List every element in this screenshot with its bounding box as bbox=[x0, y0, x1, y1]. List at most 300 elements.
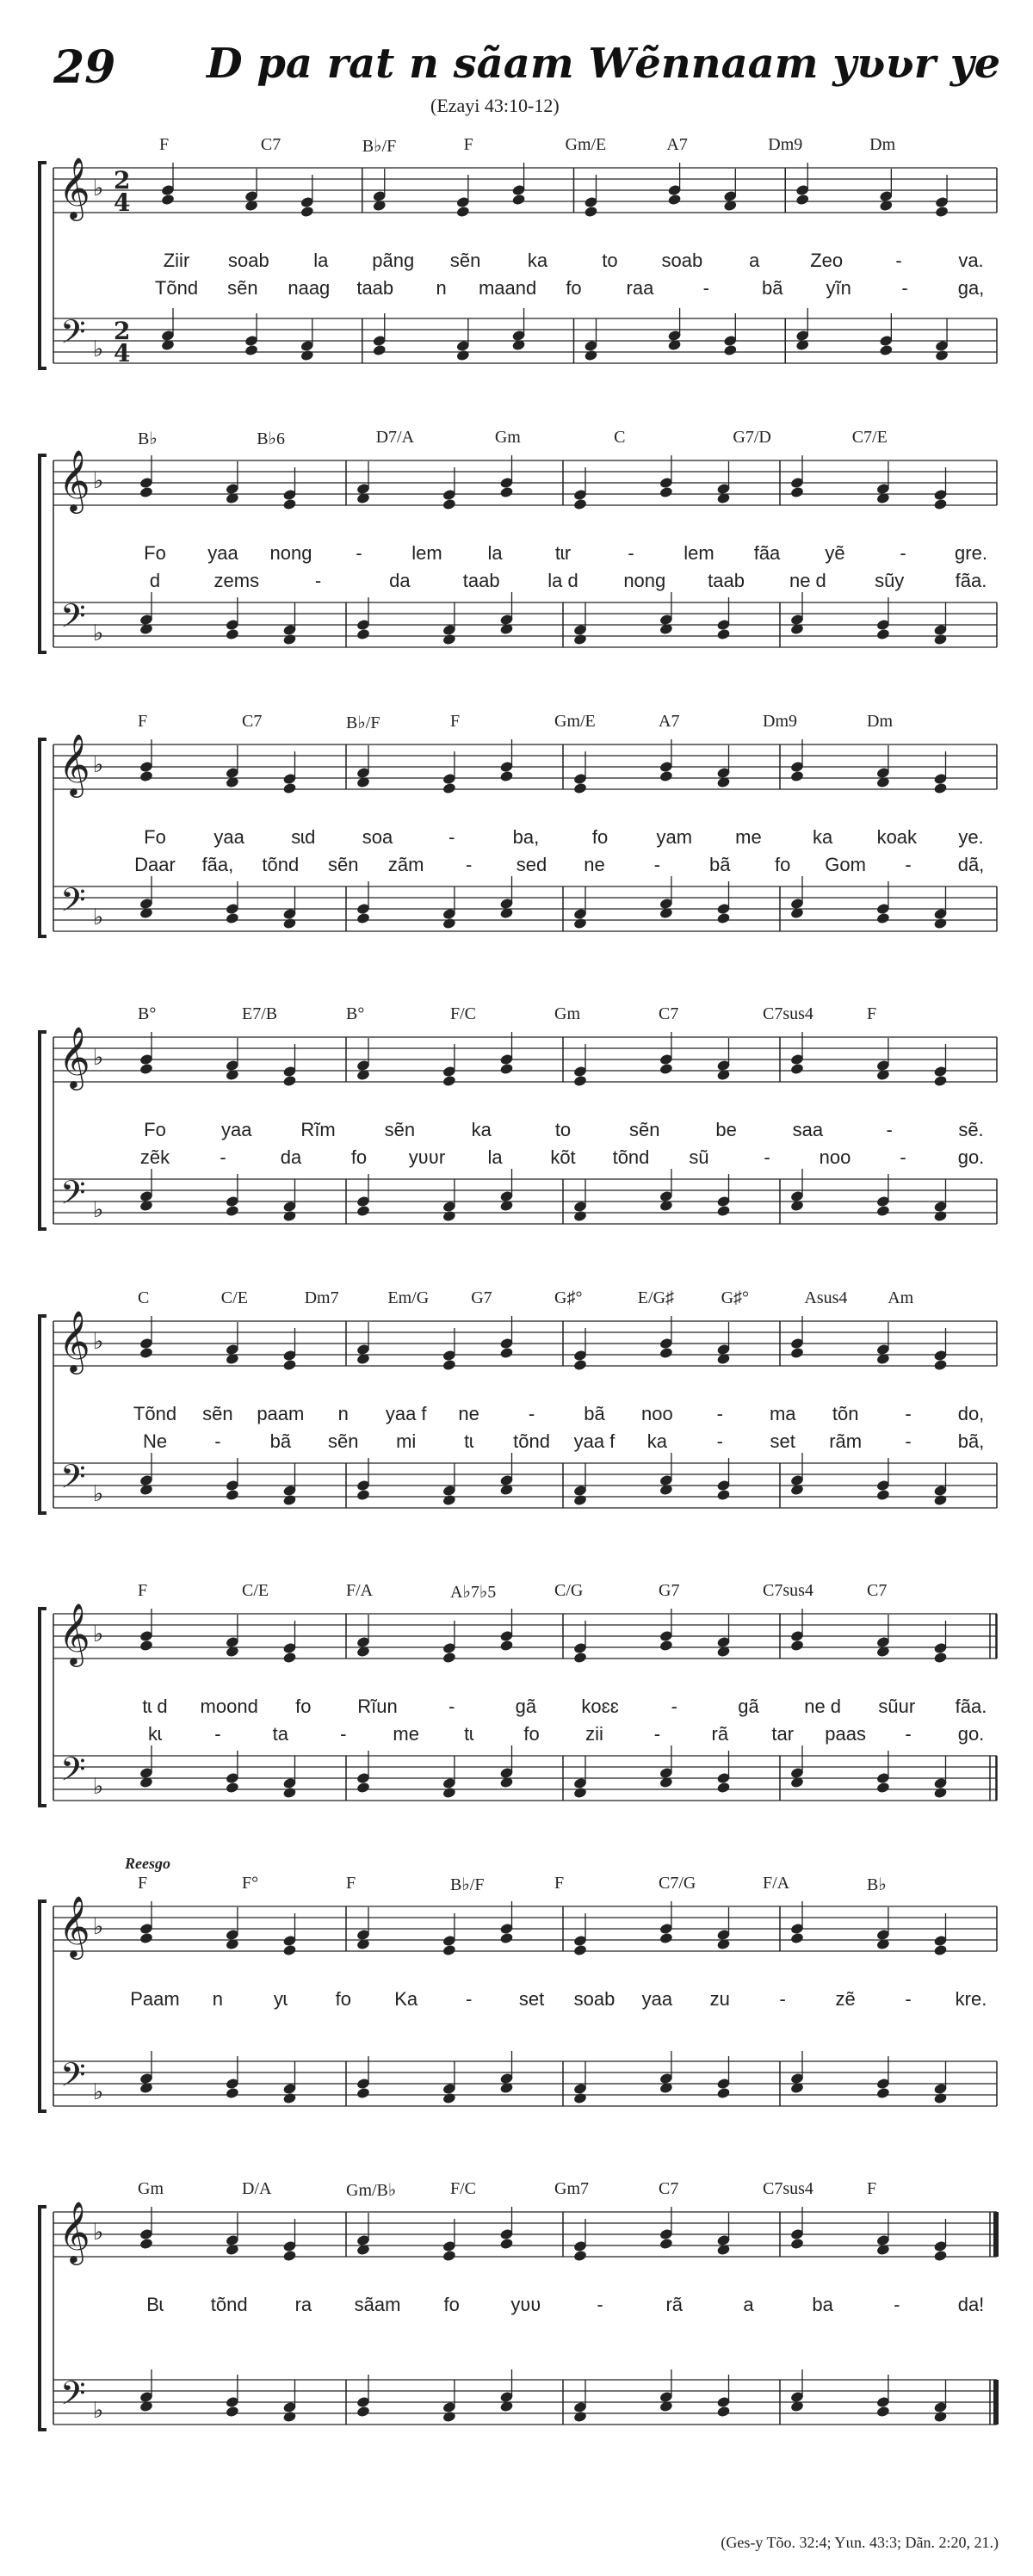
lyric-syllable: taab bbox=[356, 277, 394, 299]
bass-staff bbox=[53, 2061, 997, 2106]
chord-symbol: C7sus4 bbox=[763, 1004, 813, 1023]
lyric-syllable: yaa bbox=[207, 542, 238, 564]
music-system bbox=[0, 1282, 1033, 1566]
lyric-syllable: sẽn bbox=[202, 1403, 233, 1424]
lyric-syllable: sẽn bbox=[328, 854, 359, 875]
lyric-syllable: paam bbox=[257, 1403, 305, 1424]
flat-key-signature-icon: ♭ bbox=[93, 2398, 104, 2424]
lyric-syllable: gã bbox=[738, 1696, 759, 1717]
chord-symbol: D/A bbox=[242, 2179, 272, 2198]
lyric-syllable: ka bbox=[471, 1119, 492, 1140]
lyric-syllable: fo bbox=[335, 1988, 351, 2010]
lyric-syllable: fãa bbox=[753, 542, 781, 564]
system-bracket bbox=[40, 1901, 46, 2111]
lyric-syllable: Ka bbox=[394, 1988, 418, 2010]
lyric-syllable: rã bbox=[711, 1723, 729, 1745]
chord-symbol: F bbox=[138, 712, 148, 731]
lyric-syllable: - bbox=[356, 542, 362, 564]
chord-symbol: G7 bbox=[659, 1581, 680, 1600]
chord-symbol: D7/A bbox=[375, 428, 415, 447]
lyric-syllable: Bɩ bbox=[146, 2294, 164, 2315]
lyric-syllable: - bbox=[340, 1723, 347, 1745]
lyric-syllable: - bbox=[628, 542, 634, 564]
lyric-syllable: - bbox=[905, 1403, 912, 1424]
lyric-syllable: soab bbox=[228, 250, 269, 271]
chord-symbol: F bbox=[138, 1874, 148, 1893]
lyric-syllable: da bbox=[280, 1146, 302, 1168]
chord-symbol: C7 bbox=[659, 1004, 679, 1023]
flat-key-signature-icon: ♭ bbox=[93, 1774, 104, 1800]
lyric-syllable: tɩ bbox=[464, 1430, 474, 1452]
lyric-syllable: la bbox=[313, 250, 329, 271]
lyric-syllable: ne d bbox=[789, 570, 826, 591]
lyric-syllable: ne d bbox=[804, 1696, 842, 1717]
chord-symbol: Gm bbox=[554, 1004, 580, 1023]
flat-key-signature-icon: ♭ bbox=[93, 905, 104, 930]
lyric-syllable: a bbox=[743, 2294, 754, 2315]
lyric-syllable: tõnd bbox=[612, 1146, 650, 1168]
chord-symbol: C/G bbox=[554, 1581, 584, 1600]
lyric-syllable: - bbox=[905, 1988, 912, 2010]
lyric-syllable: to bbox=[602, 250, 618, 271]
chord-symbol: B♭/F bbox=[362, 137, 397, 156]
chord-symbol: E/G♯ bbox=[637, 1288, 675, 1307]
flat-key-signature-icon: ♭ bbox=[93, 337, 104, 362]
lyric-syllable: naag bbox=[288, 277, 331, 299]
lyric-syllable: n bbox=[436, 277, 447, 299]
lyric-syllable: - bbox=[448, 826, 455, 848]
lyric-syllable: - bbox=[465, 854, 473, 875]
chord-symbol: C7 bbox=[260, 135, 281, 154]
lyric-syllable: bã bbox=[584, 1403, 605, 1424]
treble-clef-icon: 𝄞 bbox=[59, 1025, 90, 1088]
lyric-syllable: - bbox=[597, 2294, 603, 2315]
bass-clef-icon: 𝄢 bbox=[60, 1173, 86, 1220]
treble-clef-icon: 𝄞 bbox=[59, 156, 90, 219]
lyric-syllable: fãa, bbox=[201, 854, 234, 875]
chord-symbol: Gm bbox=[494, 428, 521, 447]
lyric-syllable: - bbox=[900, 1146, 906, 1168]
lyric-syllable: ba bbox=[812, 2294, 833, 2315]
chord-symbol: C7 bbox=[867, 1581, 888, 1600]
treble-staff bbox=[53, 1614, 997, 1659]
chord-symbol: Asus4 bbox=[804, 1288, 848, 1307]
lyric-syllable: bã bbox=[269, 1430, 292, 1452]
chord-symbol: Dm7 bbox=[304, 1288, 339, 1307]
lyric-syllable: tar bbox=[771, 1723, 795, 1745]
chord-symbol: F bbox=[463, 135, 473, 154]
lyric-syllable: Tõnd bbox=[133, 1403, 177, 1424]
treble-clef-icon: 𝄞 bbox=[59, 448, 90, 511]
music-system bbox=[0, 1575, 1033, 1859]
lyric-syllable: - bbox=[465, 1988, 473, 2010]
lyric-syllable: raa bbox=[626, 277, 654, 299]
lyric-syllable: yaa f bbox=[573, 1430, 615, 1452]
lyric-syllable: - bbox=[528, 1403, 535, 1424]
lyric-syllable: yaa bbox=[641, 1988, 673, 2010]
lyric-syllable: maand bbox=[478, 277, 537, 299]
lyric-syllable: yĩn bbox=[826, 277, 851, 299]
treble-clef-icon: 𝄞 bbox=[59, 732, 90, 795]
lyric-syllable: ne bbox=[584, 854, 605, 875]
lyric-syllable: nong bbox=[269, 542, 312, 564]
lyric-syllable: ga, bbox=[957, 277, 985, 299]
lyric-syllable: lem bbox=[684, 542, 714, 564]
flat-key-signature-icon: ♭ bbox=[93, 1045, 104, 1071]
chord-symbol: F° bbox=[242, 1874, 259, 1893]
lyric-syllable: - bbox=[448, 1696, 455, 1717]
chord-symbol: Dm9 bbox=[763, 712, 797, 731]
lyric-syllable: noo bbox=[641, 1403, 673, 1424]
lyric-syllable: fo bbox=[591, 826, 609, 848]
chord-symbol: B♭6 bbox=[257, 429, 286, 448]
lyric-syllable: ka bbox=[813, 826, 833, 848]
treble-staff bbox=[53, 1321, 997, 1366]
bass-staff bbox=[53, 318, 997, 363]
lyric-syllable: yaa bbox=[213, 826, 244, 848]
lyric-syllable: Rĩun bbox=[357, 1696, 398, 1717]
scripture-reference: (Ezayi 43:10-12) bbox=[430, 95, 560, 116]
lyric-syllable: fãa. bbox=[955, 570, 987, 591]
lyric-syllable: fo bbox=[295, 1696, 312, 1717]
lyric-syllable: Gom bbox=[825, 854, 866, 875]
chord-symbol: F/C bbox=[450, 2179, 477, 2198]
treble-clef-icon: 𝄞 bbox=[59, 1602, 90, 1665]
lyric-syllable: bã bbox=[762, 277, 783, 299]
lyric-syllable: fo bbox=[350, 1146, 368, 1168]
tempo-marking: Reesgo bbox=[125, 1855, 170, 1872]
chord-symbol: C7/E bbox=[851, 428, 888, 447]
flat-key-signature-icon: ♭ bbox=[93, 1914, 104, 1940]
lyric-syllable: rãm bbox=[829, 1430, 863, 1452]
lyric-syllable: noo bbox=[819, 1146, 851, 1168]
chord-symbol: C bbox=[138, 1288, 150, 1307]
lyric-syllable: - bbox=[905, 1723, 912, 1745]
lyric-syllable: ra bbox=[294, 2294, 312, 2315]
lyric-syllable: ye. bbox=[958, 826, 984, 848]
lyric-syllable: - bbox=[905, 1430, 912, 1452]
chord-symbol: Gm bbox=[138, 2179, 164, 2198]
flat-key-signature-icon: ♭ bbox=[93, 621, 104, 646]
flat-key-signature-icon: ♭ bbox=[93, 176, 104, 201]
bass-staff bbox=[53, 2380, 997, 2425]
lyric-syllable: yaa f bbox=[385, 1403, 427, 1424]
lyric-syllable: - bbox=[314, 570, 322, 591]
staff-system-graphic bbox=[0, 1863, 1033, 2165]
chord-symbol: B° bbox=[138, 1004, 157, 1023]
lyric-syllable: Fo bbox=[144, 1119, 166, 1140]
lyric-syllable: gre. bbox=[955, 542, 987, 564]
lyric-syllable: me bbox=[393, 1723, 419, 1745]
lyric-syllable: n bbox=[337, 1403, 349, 1424]
treble-staff bbox=[53, 2212, 997, 2257]
chord-symbol: G7 bbox=[471, 1288, 492, 1307]
bass-clef-icon: 𝄢 bbox=[60, 312, 86, 359]
lyric-syllable: ma bbox=[769, 1403, 796, 1424]
lyric-syllable: Rĩm bbox=[300, 1119, 336, 1140]
treble-clef-icon: 𝄞 bbox=[59, 2200, 90, 2263]
music-system bbox=[0, 998, 1033, 1282]
chord-symbol: B♭/F bbox=[346, 713, 380, 732]
chord-symbol: Dm bbox=[869, 135, 896, 154]
chord-symbol: F bbox=[159, 135, 170, 154]
lyric-syllable: - bbox=[901, 277, 908, 299]
lyric-syllable: tõnd bbox=[210, 2294, 248, 2315]
lyric-syllable: - bbox=[653, 1723, 661, 1745]
chord-symbol: C bbox=[614, 428, 626, 447]
lyric-syllable: fo bbox=[566, 277, 582, 299]
chord-symbol: G♯° bbox=[721, 1288, 750, 1307]
lyric-syllable: to bbox=[554, 1119, 572, 1140]
lyric-syllable: Paam bbox=[130, 1988, 180, 2010]
lyric-syllable: zems bbox=[213, 570, 260, 591]
bass-staff bbox=[53, 1756, 997, 1801]
treble-staff bbox=[53, 168, 997, 213]
system-bracket bbox=[40, 163, 46, 368]
chord-symbol: Gm/E bbox=[565, 135, 607, 154]
flat-key-signature-icon: ♭ bbox=[93, 752, 104, 778]
lyric-syllable: Ne bbox=[142, 1430, 168, 1452]
lyric-syllable: rã bbox=[665, 2294, 684, 2315]
lyric-syllable: n bbox=[212, 1988, 224, 2010]
chord-symbol: Gm/E bbox=[554, 712, 596, 731]
treble-staff bbox=[53, 460, 997, 505]
chord-symbol: G7/D bbox=[733, 428, 771, 447]
lyric-syllable: pãng bbox=[372, 250, 415, 271]
lyric-syllable: - bbox=[716, 1403, 723, 1424]
lyric-syllable: - bbox=[905, 854, 912, 875]
lyric-syllable: - bbox=[886, 1119, 893, 1140]
lyric-syllable: go. bbox=[957, 1723, 985, 1745]
treble-time-signature-bottom: 4 bbox=[114, 188, 131, 217]
chord-symbol: F/A bbox=[346, 1581, 374, 1600]
chord-symbol: C/E bbox=[220, 1288, 248, 1307]
lyric-syllable: tõn bbox=[832, 1403, 859, 1424]
bass-clef-icon: 𝄢 bbox=[60, 1750, 86, 1796]
chord-symbol: F bbox=[346, 1874, 356, 1893]
treble-clef-icon: 𝄞 bbox=[59, 1894, 90, 1957]
lyric-syllable: - bbox=[895, 250, 902, 271]
lyric-syllable: soab bbox=[661, 250, 703, 271]
lyric-syllable: tõnd bbox=[513, 1430, 550, 1452]
lyric-syllable: set bbox=[770, 1430, 795, 1452]
lyric-syllable: Zeo bbox=[810, 250, 844, 271]
system-bracket bbox=[40, 2207, 46, 2430]
lyric-syllable: Daar bbox=[134, 854, 176, 875]
lyric-syllable: koak bbox=[876, 826, 918, 848]
lyric-syllable: yam bbox=[656, 826, 693, 848]
lyric-syllable: yaa bbox=[221, 1119, 252, 1140]
bass-staff bbox=[53, 886, 997, 931]
chord-symbol: B♭ bbox=[867, 1875, 887, 1894]
music-system bbox=[0, 2173, 1033, 2483]
lyric-syllable: da bbox=[389, 570, 411, 591]
lyric-syllable: ka bbox=[527, 250, 548, 271]
bass-clef-icon: 𝄢 bbox=[60, 1457, 86, 1504]
lyric-syllable: sẽn bbox=[629, 1119, 660, 1140]
bass-time-signature-top: 2 bbox=[114, 317, 131, 345]
flat-key-signature-icon: ♭ bbox=[93, 1622, 104, 1647]
lyric-syllable: Ziir bbox=[163, 250, 190, 271]
system-bracket bbox=[40, 1609, 46, 1806]
lyric-syllable: kõt bbox=[550, 1146, 576, 1168]
bass-clef-icon: 𝄢 bbox=[60, 880, 86, 927]
lyric-syllable: go. bbox=[957, 1146, 985, 1168]
lyric-syllable: - bbox=[779, 1988, 786, 2010]
lyric-syllable: kre. bbox=[955, 1988, 987, 2010]
lyric-syllable: ba, bbox=[512, 826, 540, 848]
treble-staff bbox=[53, 1037, 997, 1082]
treble-staff bbox=[53, 1906, 997, 1951]
lyric-syllable: sũ bbox=[689, 1146, 709, 1168]
lyric-syllable: mi bbox=[396, 1430, 417, 1452]
lyric-syllable: fo bbox=[443, 2294, 460, 2315]
music-system bbox=[0, 129, 1033, 422]
lyric-syllable: yɩ bbox=[273, 1988, 288, 2010]
lyric-syllable: gã bbox=[515, 1696, 537, 1717]
lyric-syllable: sẽn bbox=[449, 250, 481, 271]
lyric-syllable: saa bbox=[792, 1119, 824, 1140]
lyric-syllable: sẽn bbox=[384, 1119, 416, 1140]
lyric-syllable: zii bbox=[585, 1723, 603, 1745]
bass-staff bbox=[53, 602, 997, 647]
lyric-syllable: - bbox=[716, 1430, 723, 1452]
lyric-syllable: d bbox=[149, 570, 161, 591]
chord-symbol: F/C bbox=[450, 1004, 477, 1023]
staff-system-graphic bbox=[0, 129, 1033, 422]
chord-symbol: C/E bbox=[242, 1581, 269, 1600]
lyric-syllable: - bbox=[702, 277, 709, 299]
lyric-syllable: soa bbox=[362, 826, 393, 848]
lyric-syllable: kɩ bbox=[148, 1723, 162, 1745]
lyric-syllable: - bbox=[671, 1696, 677, 1717]
lyric-syllable: nong bbox=[623, 570, 666, 591]
lyric-syllable: zẽ bbox=[835, 1988, 856, 2010]
lyric-syllable: zẽk bbox=[139, 1146, 170, 1168]
lyric-syllable: tɩ d bbox=[142, 1696, 168, 1717]
lyric-syllable: da! bbox=[957, 2294, 985, 2315]
lyric-syllable: yʋʋr bbox=[408, 1146, 446, 1168]
lyric-syllable: fãa. bbox=[955, 1696, 987, 1717]
lyric-syllable: - bbox=[894, 2294, 900, 2315]
music-system bbox=[0, 422, 1033, 706]
chord-symbol: B° bbox=[346, 1004, 365, 1023]
lyric-syllable: sẽn bbox=[227, 277, 258, 299]
hymn-number: 29 bbox=[53, 41, 116, 94]
chord-symbol: A7 bbox=[659, 712, 680, 731]
lyric-syllable: a bbox=[749, 250, 760, 271]
lyric-syllable: sẽ. bbox=[958, 1119, 984, 1140]
chord-symbol: B♭ bbox=[138, 429, 158, 448]
lyric-syllable: tõnd bbox=[262, 854, 300, 875]
bass-clef-icon: 𝄢 bbox=[60, 2055, 86, 2102]
chord-symbol: Dm9 bbox=[768, 135, 803, 154]
lyric-syllable: - bbox=[764, 1146, 770, 1168]
treble-time-signature-top: 2 bbox=[114, 166, 131, 195]
lyric-syllable: - bbox=[653, 854, 661, 875]
lyric-syllable: taab bbox=[462, 570, 500, 591]
bass-staff bbox=[53, 1463, 997, 1508]
hymn-title: D pa rat n sãam Wẽnnaam yʋʋr ye bbox=[207, 40, 1001, 88]
lyric-syllable: sɩd bbox=[291, 826, 316, 848]
bass-time-signature-bottom: 4 bbox=[114, 339, 131, 368]
chord-symbol: F bbox=[450, 712, 461, 731]
chord-symbol: E7/B bbox=[242, 1004, 278, 1023]
lyric-syllable: koɛɛ bbox=[581, 1696, 619, 1717]
flat-key-signature-icon: ♭ bbox=[93, 2079, 104, 2105]
lyric-syllable: bã bbox=[709, 854, 731, 875]
system-bracket bbox=[40, 1032, 46, 1229]
lyric-syllable: lem bbox=[411, 542, 442, 564]
lyric-syllable: taab bbox=[708, 570, 745, 591]
lyric-syllable: Fo bbox=[144, 542, 166, 564]
flat-key-signature-icon: ♭ bbox=[93, 1329, 104, 1355]
lyric-syllable: la bbox=[487, 1146, 503, 1168]
lyric-syllable: me bbox=[735, 826, 762, 848]
lyric-syllable: do, bbox=[957, 1403, 985, 1424]
chord-symbol: F bbox=[554, 1874, 565, 1893]
chord-symbol: A7 bbox=[666, 135, 688, 154]
chord-symbol: A♭7♭5 bbox=[450, 1583, 497, 1602]
lyric-syllable: sẽn bbox=[328, 1430, 359, 1452]
music-system bbox=[0, 706, 1033, 990]
chord-symbol: C7sus4 bbox=[763, 2179, 813, 2198]
chord-symbol: C7/G bbox=[659, 1874, 696, 1893]
lyric-syllable: la bbox=[487, 542, 503, 564]
footer-scripture-references: (Ges-y Tõo. 32:4; Yɩɩn. 43:3; Dãn. 2:20, 21.) bbox=[721, 2534, 999, 2551]
lyric-syllable: moond bbox=[200, 1696, 258, 1717]
system-bracket bbox=[40, 739, 46, 936]
chord-symbol: Am bbox=[888, 1288, 914, 1307]
lyric-syllable: ta bbox=[272, 1723, 289, 1745]
lyric-syllable: bã, bbox=[957, 1430, 985, 1452]
flat-key-signature-icon: ♭ bbox=[93, 468, 104, 494]
lyric-syllable: ka bbox=[646, 1430, 667, 1452]
bass-clef-icon: 𝄢 bbox=[60, 596, 86, 643]
lyric-syllable: - bbox=[220, 1146, 226, 1168]
lyric-syllable: va. bbox=[958, 250, 984, 271]
lyric-syllable: sũy bbox=[875, 570, 905, 591]
lyric-syllable: soab bbox=[573, 1988, 615, 2010]
lyric-syllable: be bbox=[715, 1119, 737, 1140]
chord-symbol: C7sus4 bbox=[763, 1581, 813, 1600]
chord-symbol: Em/G bbox=[387, 1288, 430, 1307]
lyric-syllable: dã, bbox=[957, 854, 985, 875]
lyric-syllable: set bbox=[518, 1988, 545, 2010]
lyric-syllable: zãm bbox=[387, 854, 424, 875]
lyric-syllable: Fo bbox=[144, 826, 166, 848]
lyric-syllable: Tõnd bbox=[154, 277, 199, 299]
chord-symbol: B♭/F bbox=[450, 1875, 485, 1894]
lyric-syllable: - bbox=[214, 1430, 221, 1452]
music-system bbox=[0, 1855, 1033, 2165]
lyric-syllable: tɩr bbox=[554, 542, 572, 564]
flat-key-signature-icon: ♭ bbox=[93, 1197, 104, 1223]
chord-symbol: C7 bbox=[242, 712, 263, 731]
bass-staff bbox=[53, 1179, 997, 1224]
lyric-syllable: sũur bbox=[878, 1696, 916, 1717]
chord-symbol: C7 bbox=[659, 2179, 679, 2198]
lyric-syllable: sed bbox=[516, 854, 547, 875]
staff-system-graphic bbox=[0, 2173, 1033, 2483]
chord-symbol: F/A bbox=[763, 1874, 790, 1893]
lyric-syllable: - bbox=[900, 542, 906, 564]
lyric-syllable: paas bbox=[825, 1723, 866, 1745]
lyric-syllable: ne bbox=[458, 1403, 479, 1424]
lyric-syllable: fo bbox=[775, 854, 791, 875]
chord-symbol: F bbox=[867, 1004, 877, 1023]
bass-clef-icon: 𝄢 bbox=[60, 2374, 86, 2420]
